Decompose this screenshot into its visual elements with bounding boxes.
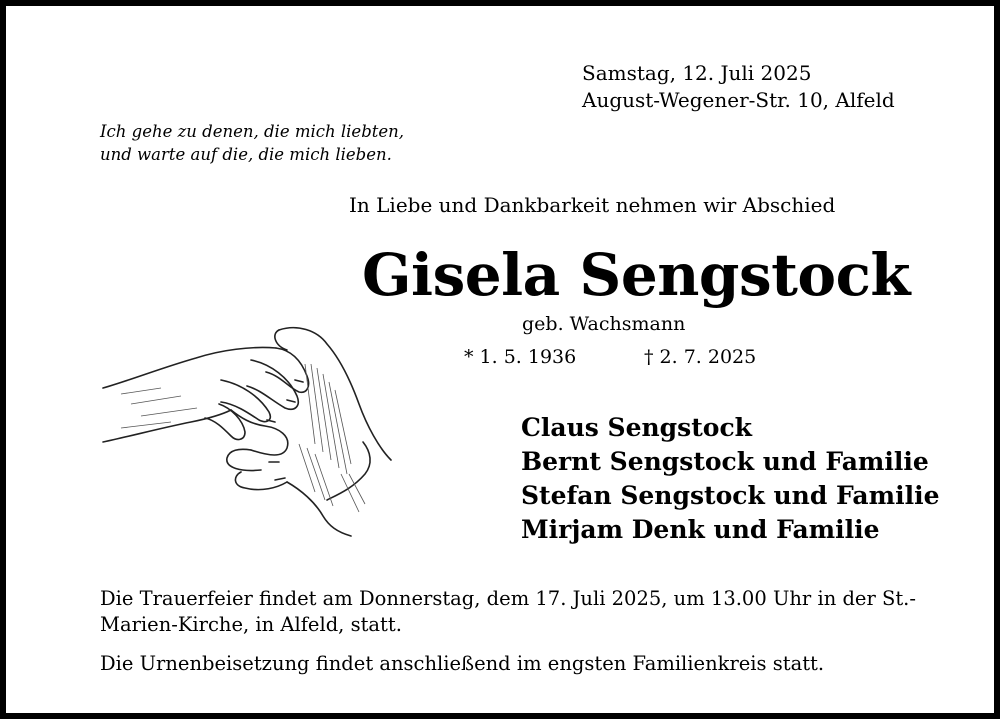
hands-illustration	[101, 324, 396, 539]
funeral-service-info: Die Trauerfeier findet am Donnerstag, dem 17. Juli 2025, um 13.00 Uhr in der St.-Marien-Kirche, in Alfeld, statt.	[100, 587, 916, 636]
birth-date: * 1. 5. 1936	[464, 346, 577, 368]
notice-address: August-Wegener-Str. 10, Alfeld	[582, 88, 895, 112]
memorial-quote	[100, 120, 404, 166]
mourner-entry: Bernt Sengstock und Familie	[521, 447, 929, 476]
quote-line-1: Ich gehe zu denen, die mich liebten,	[100, 122, 405, 141]
maiden-name: geb. Wachsmann	[522, 313, 686, 335]
quote-line-2: und warte auf die, die mich lieben.	[100, 145, 392, 164]
deceased-name: Gisela Sengstock	[362, 241, 911, 309]
farewell-intro: In Liebe und Dankbarkeit nehmen wir Abschied	[349, 193, 836, 217]
mourner-entry: Stefan Sengstock und Familie	[521, 481, 940, 510]
mourner-entry: Claus Sengstock	[521, 413, 753, 442]
date-address-block	[582, 60, 895, 114]
mourners-list	[521, 411, 939, 547]
death-date: † 2. 7. 2025	[644, 346, 757, 368]
urn-burial-info: Die Urnenbeisetzung findet anschließend im engsten Familienkreis statt.	[100, 652, 825, 675]
notice-date: Samstag, 12. Juli 2025	[582, 61, 812, 85]
mourner-entry: Mirjam Denk und Familie	[521, 515, 880, 544]
